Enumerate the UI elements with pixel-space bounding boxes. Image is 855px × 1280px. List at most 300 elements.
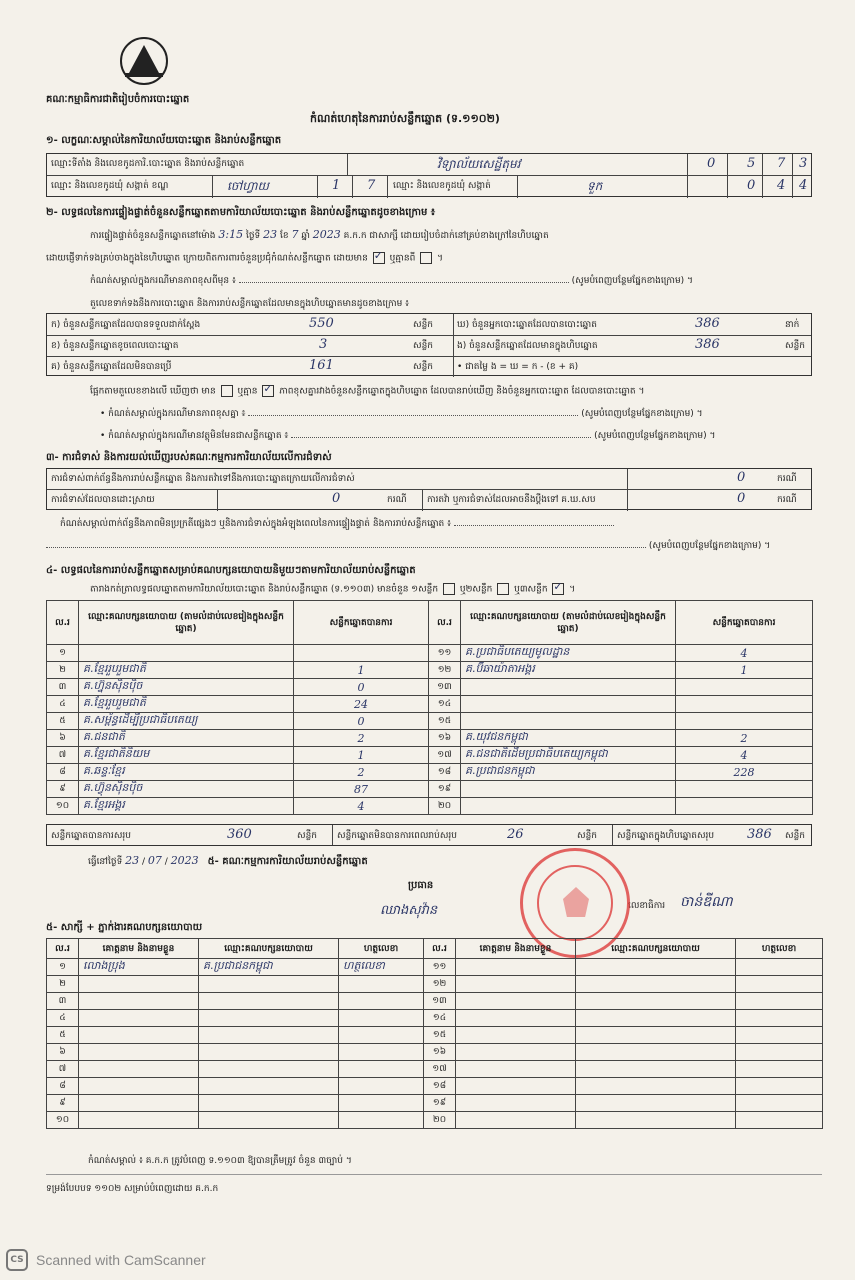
party-name-text: គ.ខ្មែរជាតិនិយម bbox=[83, 747, 150, 760]
table-row bbox=[47, 679, 813, 696]
divider bbox=[46, 1174, 822, 1175]
witness-party bbox=[576, 1044, 736, 1061]
table-row bbox=[47, 1010, 823, 1027]
results-header-row bbox=[47, 601, 813, 645]
district-code-2: 7 bbox=[367, 178, 376, 193]
row-number-text: ១៣ bbox=[432, 995, 447, 1006]
witness-signature bbox=[339, 976, 424, 993]
seal-text: ដោយផ្ញើទាក់ទងគ្រប់ចាងក្នុងនៃហិបឆ្នោត ក្រោយពិតការពារចំនួនប្រជុំកំណត់សន្លឹកឆ្នោត ដោយមាន bbox=[46, 253, 368, 264]
table-row bbox=[47, 645, 813, 662]
witness-party bbox=[576, 1027, 736, 1044]
row-number-text: ៣ bbox=[58, 995, 67, 1006]
witness-name bbox=[456, 959, 576, 976]
party-name bbox=[461, 645, 676, 662]
party-name-text: គ.សម្ព័ន្ធដើម្បីប្រជាធិបតេយ្យ bbox=[83, 713, 198, 726]
row-number-text: ១១ bbox=[432, 961, 447, 972]
party-name bbox=[79, 798, 294, 815]
total-invalid-label: សន្លឹកឆ្នោតមិនបានការពេលរាប់សរុប bbox=[337, 831, 457, 841]
vote-count bbox=[294, 730, 429, 747]
total-box-value: 386 bbox=[747, 827, 772, 842]
row-number-text: ១៧ bbox=[432, 1063, 447, 1074]
row-number bbox=[47, 1095, 79, 1112]
witness-name bbox=[79, 1095, 199, 1112]
vote-count bbox=[294, 645, 429, 662]
table-row bbox=[47, 1078, 823, 1095]
party-name bbox=[79, 645, 294, 662]
irregularity-note-label: កំណត់សម្គាល់ពាក់ព័ន្ធនឹងភាពមិនប្រក្រតីផ្សេងៗ ឬនិងការជំទាស់ក្នុងអំឡុងពេលនៃការផ្ទៀងផ្ទាត់ និងការរាប់សន្លឹកឆ្នោត ៖ bbox=[60, 519, 452, 529]
table-row bbox=[47, 713, 813, 730]
row-number bbox=[47, 1112, 79, 1129]
row-number-text: ១០ bbox=[55, 800, 70, 811]
party-name bbox=[461, 662, 676, 679]
row-number bbox=[429, 645, 461, 662]
row-number-text: ៤ bbox=[59, 1012, 66, 1023]
row-number-text: ៩ bbox=[59, 783, 66, 794]
witness-col-no: ល.រ bbox=[47, 939, 79, 959]
diff-note-field[interactable] bbox=[239, 282, 569, 283]
row-number-text: ១២ bbox=[437, 664, 452, 675]
row-number bbox=[424, 1044, 456, 1061]
row-number-text: ៧ bbox=[58, 1063, 67, 1074]
row-number bbox=[429, 696, 461, 713]
row-number-text: ១៤ bbox=[437, 698, 452, 709]
party-name bbox=[461, 730, 676, 747]
party-name-text: គ.ខ្មែរអង្គរ bbox=[83, 798, 125, 811]
witness-party bbox=[576, 1112, 736, 1129]
difference-note-field[interactable] bbox=[248, 415, 578, 416]
witness-name bbox=[79, 993, 199, 1010]
vote-count-text: 2 bbox=[357, 765, 365, 779]
location-code-4: 3 bbox=[799, 156, 808, 171]
party-name bbox=[461, 679, 676, 696]
party-name bbox=[79, 781, 294, 798]
formula-label: • ជាតម្លៃ ង = ឃ = ក - (ខ + គ) bbox=[457, 362, 579, 372]
witness-name bbox=[456, 1095, 576, 1112]
vote-count-text: 2 bbox=[357, 731, 365, 745]
witness-party bbox=[576, 1061, 736, 1078]
ballots-spoiled-value: 3 bbox=[319, 337, 328, 352]
row-number-text: ២ bbox=[59, 978, 66, 989]
one-sheet-checkbox[interactable] bbox=[443, 583, 455, 595]
vote-count-text: 1 bbox=[357, 663, 365, 677]
row-number bbox=[429, 713, 461, 730]
party-name-text: គ.ជនជាតិដើមប្រជាធិបតេយ្យកម្ពុជា bbox=[465, 747, 608, 760]
diff-note-label: កំណត់សម្គាល់ក្នុងករណីមានភាពខុសពីមុន ៖ bbox=[90, 276, 236, 286]
ballots-in-box-unit: សន្លឹក bbox=[785, 341, 805, 351]
witness-party bbox=[576, 959, 736, 976]
party-name-text: គ.ប៊ីឆាយ៉ាតាអង្គរ bbox=[465, 662, 535, 675]
witness-header-row bbox=[47, 939, 823, 959]
witness-party bbox=[576, 1095, 736, 1112]
party-name bbox=[79, 679, 294, 696]
vote-count bbox=[676, 747, 813, 764]
sheets-label: តារាងកត់ត្រាលទ្ធផលឆ្នោតតាមការិយាល័យបោះឆ្នោត និងរាប់សន្លឹកឆ្នោត (ទ.១១០៣) មានចំនួន ១សន្លឹក bbox=[90, 584, 439, 595]
vote-count bbox=[676, 798, 813, 815]
location-value: វិទ្យាល័យសេដ្ឋីតុមវ bbox=[437, 157, 521, 171]
witness-name bbox=[456, 1044, 576, 1061]
two-sheets-checkbox[interactable] bbox=[497, 583, 509, 595]
commune-code-2: 4 bbox=[777, 178, 786, 193]
party-name bbox=[461, 798, 676, 815]
voters-unit: នាក់ bbox=[785, 320, 800, 330]
difference-line bbox=[90, 385, 644, 399]
witness-party bbox=[199, 1078, 339, 1095]
witness-name bbox=[456, 1078, 576, 1095]
vote-count-text: 1 bbox=[740, 663, 748, 677]
seal-no-label: ឬគ្មានពី bbox=[389, 253, 416, 264]
row-number bbox=[47, 781, 79, 798]
vote-count bbox=[294, 798, 429, 815]
row-number-text: ៧ bbox=[58, 749, 67, 760]
foreign-object-line bbox=[100, 430, 715, 443]
witness-col-party-right: ឈ្មោះគណបក្សនយោបាយ bbox=[576, 939, 736, 959]
table-row bbox=[47, 730, 813, 747]
vote-count bbox=[676, 713, 813, 730]
row-number bbox=[47, 696, 79, 713]
difference-text: ភាពខុសគ្នារវាងចំនួនសន្លឹកឆ្នោតក្នុងហិបឆ្នោត ដែលបានរាប់ឃើញ និងចំនួនអ្នកបោះឆ្នោត ដែលបានបោះឆ្នោត ។ bbox=[279, 386, 645, 397]
ballots-received-unit: សន្លឹក bbox=[413, 320, 433, 330]
party-name bbox=[461, 713, 676, 730]
row-number bbox=[424, 959, 456, 976]
row-number-text: ១៩ bbox=[437, 783, 452, 794]
total-valid-label: សន្លឹកឆ្នោតបានការសរុប bbox=[51, 831, 131, 841]
witness-signature bbox=[339, 1027, 424, 1044]
ballots-in-box-label: ង) ចំនួនសន្លឹកឆ្នោតដែលមានក្នុងហិបឆ្នោត bbox=[457, 341, 598, 351]
row-number bbox=[429, 764, 461, 781]
table-row bbox=[47, 1027, 823, 1044]
row-number-text: ១៥ bbox=[432, 1029, 447, 1040]
witness-party bbox=[199, 1010, 339, 1027]
witness-party bbox=[199, 1044, 339, 1061]
witness-name bbox=[456, 1061, 576, 1078]
row-number-text: ៥ bbox=[59, 1029, 66, 1040]
row-number bbox=[429, 662, 461, 679]
row-number bbox=[424, 1095, 456, 1112]
party-name-text: គ.ហ្វ៊ុនស៊ិនប៉ិច bbox=[83, 679, 143, 692]
witness-col-party: ឈ្មោះគណបក្សនយោបាយ bbox=[199, 939, 339, 959]
witness-signature bbox=[339, 959, 424, 976]
table-row bbox=[47, 959, 823, 976]
witness-name bbox=[79, 959, 199, 976]
witness-name bbox=[456, 1027, 576, 1044]
witness-signature bbox=[339, 993, 424, 1010]
witness-party bbox=[199, 976, 339, 993]
row-number bbox=[429, 679, 461, 696]
witness-name bbox=[79, 1044, 199, 1061]
witness-name bbox=[456, 1010, 576, 1027]
row-number bbox=[47, 1061, 79, 1078]
vote-count-text: 24 bbox=[354, 697, 368, 711]
witness-name bbox=[456, 1112, 576, 1129]
commune-code-3: 4 bbox=[799, 178, 808, 193]
row-number-text: ២០ bbox=[437, 800, 452, 811]
witness-party bbox=[576, 1078, 736, 1095]
figures-intro: តួលេខទាក់ទងនឹងការបោះឆ្នោត និងការរាប់សន្លឹកឆ្នោតដែលមានក្នុងហិបឆ្នោតមានដូចខាងក្រោម ៖ bbox=[90, 299, 410, 309]
party-name bbox=[79, 662, 294, 679]
row-number-text: ២០ bbox=[432, 1114, 447, 1125]
witness-signature bbox=[736, 976, 823, 993]
party-name-text: គ.ប្រជាជនកម្ពុជា bbox=[465, 764, 535, 777]
form-title: កំណត់ហេតុនៃការរាប់សន្លឹកឆ្នោត (ទ.១១០២) bbox=[310, 112, 500, 125]
vote-count bbox=[294, 764, 429, 781]
row-number-text: ១៣ bbox=[437, 681, 452, 692]
irregularity-note-field[interactable] bbox=[454, 525, 614, 526]
witness-party bbox=[199, 1095, 339, 1112]
witness-signature bbox=[339, 1044, 424, 1061]
diff-note-line bbox=[90, 275, 693, 288]
witness-col-name: គោត្តនាម និងនាមខ្លួន bbox=[79, 939, 199, 959]
verify-line-tail: គ.ក.ក ជាសាក្សី ដោយរៀបចំដាក់នៅគ្រប់ខាងក្រៅនៃហិបឆ្នោត bbox=[343, 231, 549, 241]
ballots-received-value: 550 bbox=[309, 316, 334, 331]
verify-time: 3:15 bbox=[218, 228, 244, 241]
row-number-text: ៦ bbox=[59, 1046, 66, 1057]
voters-label: ឃ) ចំនួនអ្នកបោះឆ្នោតដែលបានបោះឆ្នោត bbox=[457, 320, 597, 330]
vote-count-text: 4 bbox=[357, 799, 365, 813]
table-row bbox=[47, 1061, 823, 1078]
witness-signature bbox=[339, 1095, 424, 1112]
difference-note-line bbox=[100, 408, 703, 421]
results-col-party: ឈ្មោះគណបក្សនយោបាយ (តាមលំដាប់លេខរៀងក្នុងសន្លឹកឆ្នោត) bbox=[79, 601, 294, 645]
witness-signature bbox=[736, 1010, 823, 1027]
date-year: 2023 bbox=[170, 854, 199, 867]
party-name-text: គ.ប្រជាធិបតេយ្យមូលដ្ឋាន bbox=[465, 645, 570, 658]
president-signature: ឈាងសុវ៉ាន bbox=[380, 903, 438, 918]
witness-table bbox=[46, 938, 823, 1129]
voters-value: 386 bbox=[695, 316, 720, 331]
ballots-in-box-value: 386 bbox=[695, 337, 720, 352]
row-number bbox=[47, 1044, 79, 1061]
results-body bbox=[47, 645, 813, 815]
seal-yes-checkbox[interactable] bbox=[373, 252, 385, 264]
witness-col-sign-right: ហត្ថលេខា bbox=[736, 939, 823, 959]
table-row bbox=[47, 781, 813, 798]
table-row bbox=[47, 764, 813, 781]
committee-label: ៥- គណៈកម្មការការិយាល័យរាប់សន្លឹកឆ្នោត bbox=[207, 856, 368, 867]
party-name bbox=[79, 747, 294, 764]
appeal-unit: ករណី bbox=[777, 495, 797, 505]
difference-yes-checkbox[interactable] bbox=[221, 385, 233, 397]
vote-count-text: 87 bbox=[354, 782, 368, 796]
party-name bbox=[79, 730, 294, 747]
row-number bbox=[424, 1027, 456, 1044]
table-row bbox=[47, 1044, 823, 1061]
row-number bbox=[47, 1078, 79, 1095]
angkor-emblem-icon bbox=[115, 35, 173, 87]
witness-signature bbox=[339, 1078, 424, 1095]
vote-count-text: 0 bbox=[357, 680, 365, 694]
resolved-label: ការជំទាស់ដែលបានដោះស្រាយ bbox=[51, 495, 155, 505]
witness-signature bbox=[736, 1095, 823, 1112]
witness-signature bbox=[339, 1010, 424, 1027]
vote-count-text: 1 bbox=[357, 748, 365, 762]
vote-count-text: 2 bbox=[740, 731, 748, 745]
row-number bbox=[424, 993, 456, 1010]
ballots-spoiled-unit: សន្លឹក bbox=[413, 341, 433, 351]
total-invalid-unit: សន្លឹក bbox=[577, 831, 597, 841]
row-number-text: ១៥ bbox=[437, 715, 452, 726]
commune-label: ឈ្មោះ និងលេខកូដឃុំ សង្កាត់ bbox=[393, 181, 491, 191]
ballots-spoiled-label: ខ) ចំនួនសន្លឹកឆ្នោតខូចពេលបោះឆ្នោត bbox=[51, 341, 179, 351]
witness-name-text: លោងប្រុង bbox=[83, 959, 125, 972]
complaints-box bbox=[46, 468, 812, 510]
party-name-text: គ.ហ៊្វុនស៊ិនប៉ិច bbox=[83, 781, 143, 794]
row-number bbox=[47, 747, 79, 764]
party-name bbox=[461, 781, 676, 798]
row-number bbox=[424, 1112, 456, 1129]
org-name: គណៈកម្មាធិការជាតិរៀបចំការបោះឆ្នោត bbox=[46, 94, 190, 105]
row-number-text: ១៨ bbox=[437, 766, 452, 777]
verify-month: 7 bbox=[291, 228, 299, 241]
section1-box bbox=[46, 153, 812, 197]
results-table bbox=[46, 600, 813, 815]
resolved-unit: ករណី bbox=[387, 495, 407, 505]
row-number-text: ១២ bbox=[432, 978, 447, 989]
row-number-text: ១៤ bbox=[432, 1012, 447, 1023]
irregularity-note-field2[interactable] bbox=[46, 547, 646, 548]
row-number bbox=[429, 730, 461, 747]
witness-signature bbox=[339, 1061, 424, 1078]
location-code-2: 5 bbox=[747, 156, 756, 171]
district-value: ចៅហ្វាយ bbox=[227, 179, 269, 193]
row-number bbox=[429, 747, 461, 764]
witness-name bbox=[79, 1078, 199, 1095]
difference-note-hint: (សូមបំពេញបន្ថែមផ្នែកខាងក្រោម) ។ bbox=[581, 409, 703, 419]
form-note: ទម្រង់បែបបទ ១១០២ សម្រាប់បំពេញដោយ គ.ក.ក bbox=[46, 1184, 219, 1194]
vote-count bbox=[676, 679, 813, 696]
row-number-text: ១៨ bbox=[432, 1080, 447, 1091]
witness-col-name-right: គោត្តនាម និងនាមខ្លួន bbox=[456, 939, 576, 959]
seal-line: ដោយផ្ញើទាក់ទងគ្រប់ចាងក្នុងនៃហិបឆ្នោត ក្រោយពិតការពារចំនួនប្រជុំកំណត់សន្លឹកឆ្នោត ដោយមាន ✓ ឬគ្មានពី ។ bbox=[46, 252, 443, 266]
secretary-label: លេខាធិការ bbox=[628, 901, 666, 911]
district-label: ឈ្មោះ និងលេខកូដឃុំ សង្កាត់ ខណ្ឌ bbox=[51, 181, 169, 191]
row-number-text: ១៦ bbox=[432, 1046, 447, 1057]
row-number-text: ៥ bbox=[59, 715, 66, 726]
sheets-line: តារាងកត់ត្រាលទ្ធផលឆ្នោតតាមការិយាល័យបោះឆ្នោត និងរាប់សន្លឹកឆ្នោត (ទ.១១០៣) មានចំនួន ១សន្លឹក ឬ២សន្លឹក ឬ៣សន្លឹក ✓ ។ bbox=[90, 583, 575, 597]
three-sheets-checkbox[interactable] bbox=[552, 583, 564, 595]
date-month: 07 bbox=[147, 854, 162, 867]
vote-count-text: 0 bbox=[357, 714, 365, 728]
ballots-received-label: ក) ចំនួនសន្លឹកឆ្នោតដែលបានទទួលដាក់ស្ពែង bbox=[51, 320, 201, 330]
verify-month-label: ខែ bbox=[280, 231, 289, 241]
results-col-votes-right: សន្លឹកឆ្នោតបានការ bbox=[676, 601, 813, 645]
row-number bbox=[429, 781, 461, 798]
vote-count bbox=[294, 662, 429, 679]
district-code-1: 1 bbox=[332, 178, 341, 193]
row-number bbox=[47, 959, 79, 976]
row-number bbox=[47, 1027, 79, 1044]
witness-party bbox=[576, 1010, 736, 1027]
witness-signature bbox=[736, 959, 823, 976]
row-number bbox=[47, 764, 79, 781]
witness-col-sign: ហត្ថលេខា bbox=[339, 939, 424, 959]
vote-count bbox=[676, 781, 813, 798]
row-number bbox=[424, 1010, 456, 1027]
difference-no-checkbox[interactable] bbox=[262, 385, 274, 397]
irregularity-note-hint: (សូមបំពេញបន្ថែមផ្នែកខាងក្រោម) ។ bbox=[648, 541, 771, 551]
row-number-text: ១០ bbox=[55, 1114, 70, 1125]
appeal-value: 0 bbox=[737, 491, 746, 506]
location-code-1: 0 bbox=[707, 156, 716, 171]
vote-count bbox=[676, 662, 813, 679]
witness-party-text: គ.ប្រជាជនកម្ពុជា bbox=[203, 959, 273, 972]
section3-heading: ៣- ការជំទាស់ និងការយល់ឃើញរបស់គណៈកម្មការការិយាល័យលើការជំទាស់ bbox=[46, 452, 332, 463]
complaints-label: ការជំទាស់ពាក់ព័ន្ធនឹងការរាប់សន្លឹកឆ្នោត និងការតវ៉ាទៅនឹងការបោះឆ្នោតក្រោយលើការជំទាស់ bbox=[51, 474, 355, 484]
row-number bbox=[47, 662, 79, 679]
row-number bbox=[47, 993, 79, 1010]
row-number-text: ១៩ bbox=[432, 1097, 447, 1108]
foreign-object-label: • កំណត់សម្គាល់ក្នុងករណីមានវត្ថុមិនមែនជាសន្លឹកឆ្នោត ៖ bbox=[100, 431, 289, 441]
two-sheets-label: ឬ២សន្លឹក bbox=[459, 584, 493, 595]
witness-party bbox=[576, 993, 736, 1010]
row-number bbox=[429, 798, 461, 815]
row-number bbox=[47, 798, 79, 815]
party-name bbox=[461, 747, 676, 764]
verify-day-label: ថ្ងៃទី bbox=[245, 231, 261, 241]
vote-count bbox=[676, 696, 813, 713]
witness-note: កំណត់សម្គាល់ ៖ គ.ក.ក ត្រូវបំពេញ ទ.១១០៣ ឱ្យបានត្រឹមត្រូវ ចំនួន ៣ច្បាប់ ។ bbox=[88, 1156, 352, 1166]
row-number bbox=[47, 645, 79, 662]
table-row bbox=[47, 976, 823, 993]
table-row bbox=[47, 747, 813, 764]
total-invalid-value: 26 bbox=[507, 827, 524, 842]
irregularity-note-line bbox=[60, 518, 614, 531]
vote-count bbox=[294, 696, 429, 713]
witness-signature bbox=[339, 1112, 424, 1129]
row-number bbox=[47, 730, 79, 747]
witness-party bbox=[199, 1027, 339, 1044]
vote-count bbox=[676, 764, 813, 781]
row-number-text: ៨ bbox=[59, 766, 66, 777]
vote-count bbox=[294, 713, 429, 730]
witness-signature bbox=[736, 1078, 823, 1095]
witness-name bbox=[79, 1061, 199, 1078]
total-valid-value: 360 bbox=[227, 827, 252, 842]
secretary-signature: ចាន់ឌីណា bbox=[680, 894, 733, 910]
witness-signature-text: ហត្ថលេខា bbox=[343, 959, 385, 972]
witness-col-no-right: ល.រ bbox=[424, 939, 456, 959]
party-name-text: គ.ខ្មែររួបរួមជាតិ bbox=[83, 662, 146, 675]
party-name-text: គ.យុវជនកម្ពុជា bbox=[465, 730, 528, 743]
party-name bbox=[79, 696, 294, 713]
foreign-object-field[interactable] bbox=[291, 437, 591, 438]
president-label: ប្រធាន bbox=[408, 880, 434, 891]
row-number-text: ១៦ bbox=[437, 732, 452, 743]
row-number-text: ៩ bbox=[59, 1097, 66, 1108]
ballots-unused-value: 161 bbox=[309, 358, 334, 373]
complaints-unit: ករណី bbox=[777, 474, 797, 484]
witness-name bbox=[79, 976, 199, 993]
verify-time-label: ការផ្ទៀងផ្ទាត់ចំនួនសន្លឹកឆ្នោតនៅម៉ោង bbox=[90, 231, 216, 241]
location-code-3: 7 bbox=[777, 156, 786, 171]
camscanner-logo: CS bbox=[6, 1249, 28, 1271]
ballots-unused-unit: សន្លឹក bbox=[413, 362, 433, 372]
vote-count-text: 4 bbox=[740, 646, 748, 660]
table-row bbox=[47, 993, 823, 1010]
verify-day: 23 bbox=[263, 228, 278, 241]
commune-value: ទួក bbox=[587, 179, 603, 193]
total-valid-unit: សន្លឹក bbox=[297, 831, 317, 841]
results-col-votes: សន្លឹកឆ្នោតបានការ bbox=[294, 601, 429, 645]
seal-no-checkbox[interactable] bbox=[420, 252, 432, 264]
section4-heading: ៤- លទ្ធផលនៃការរាប់សន្លឹកឆ្នោតសម្រាប់គណបក្សនយោបាយនិមួយៗតាមការិយាល័យរាប់សន្លឹកឆ្នោត bbox=[46, 565, 416, 576]
table-row bbox=[47, 696, 813, 713]
vote-count bbox=[294, 679, 429, 696]
vote-count bbox=[294, 781, 429, 798]
witness-body bbox=[47, 959, 823, 1129]
three-sheets-label: ឬ៣សន្លឹក bbox=[514, 584, 548, 595]
row-number-text: ៨ bbox=[59, 1080, 66, 1091]
verify-line bbox=[90, 228, 549, 243]
